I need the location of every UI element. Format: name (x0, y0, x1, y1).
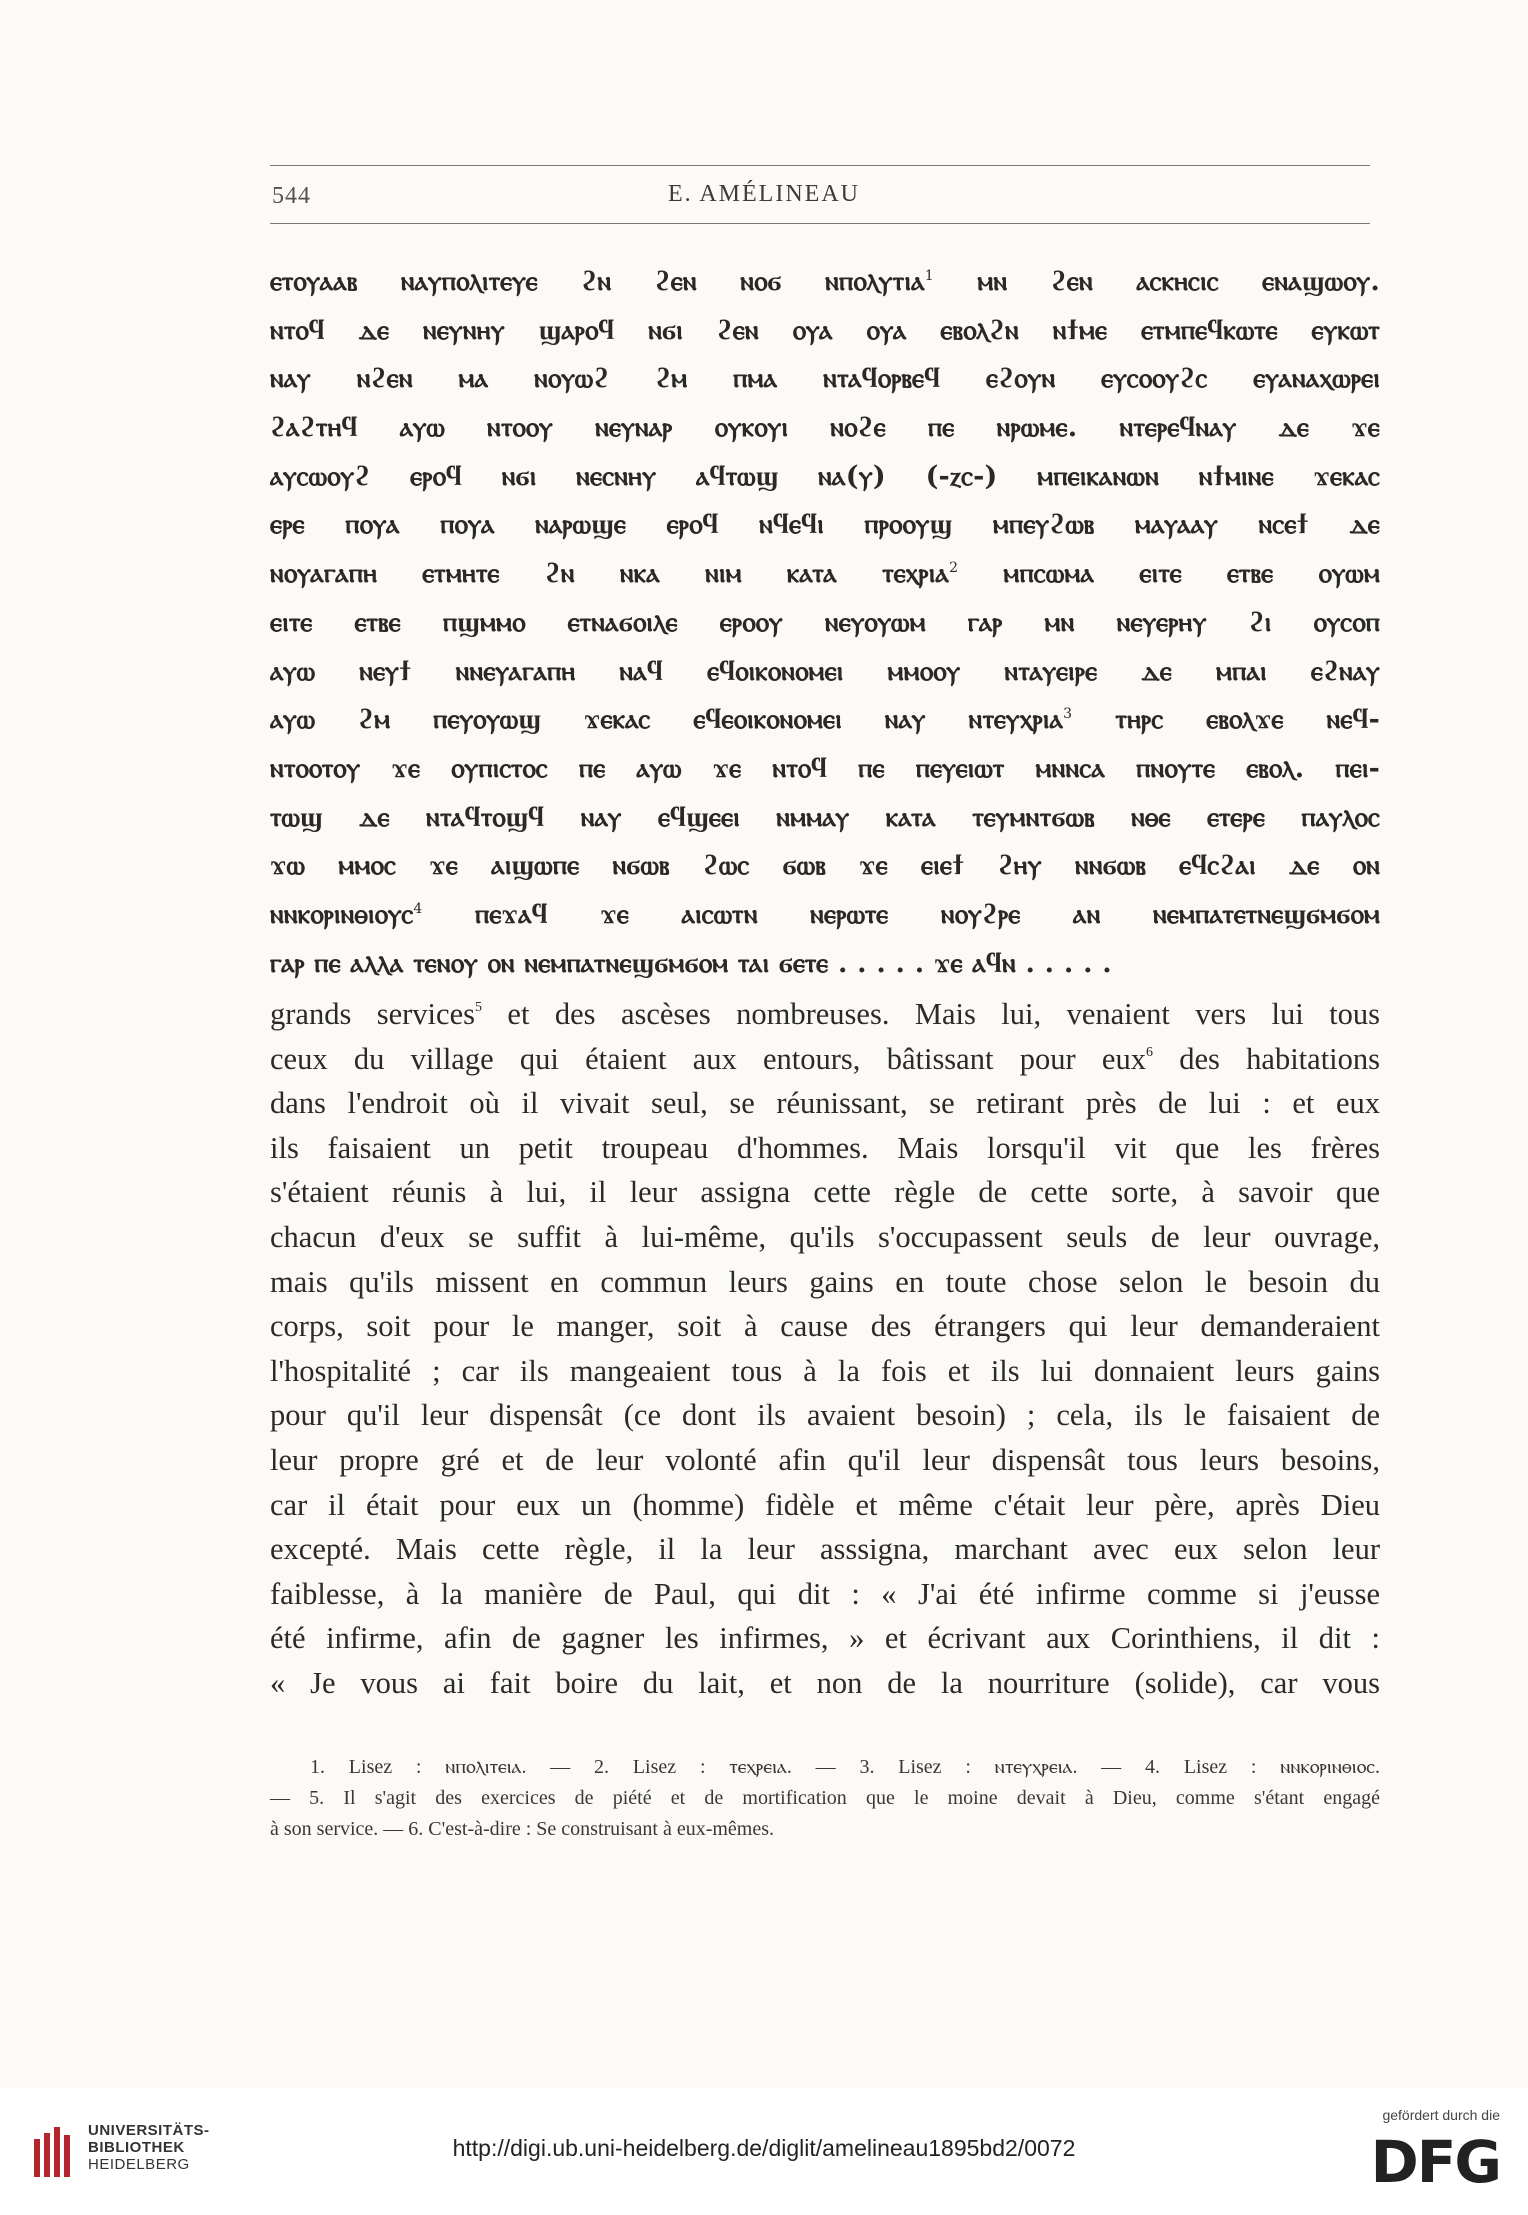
coptic-line: ⲅⲁⲣ ⲡⲉ ⲁⲗⲗⲁ ⲧⲉⲛⲟⲩ ⲟⲛ ⲛⲉⲙⲡⲁⲧⲛⲉϣϭⲙϭⲟⲙ ⲧⲁⲓ ϭⲉⲧⲉ . . . . . ϫⲉ ⲁϥⲛ . . . . . (270, 947, 1112, 979)
coptic-line: ⲁⲩⲱ ⲛⲉⲩϯ ⲛⲛⲉⲩⲁⲅⲁⲡⲏ ⲛⲁϥ ⲉϥⲟⲓⲕⲟⲛⲟⲙⲉⲓ ⲙⲙⲟⲟⲩ ⲛⲧⲁⲩⲉⲓⲣⲉ ⲇⲉ ⲙⲡⲁⲓ ⲉϩⲛⲁⲩ (270, 655, 1380, 687)
library-name-line: HEIDELBERG (88, 2156, 190, 2173)
funding-caption: gefördert durch die (1382, 2107, 1500, 2123)
library-name-line: UNIVERSITÄTS- (88, 2122, 210, 2139)
footnote-line: 1. Lisez : ⲛⲡⲟⲗⲓⲧⲉⲓⲁ. — 2. Lisez : ⲧⲉⲭⲣⲉⲓⲁ. — 3. Lisez : ⲛⲧⲉⲩⲭⲣⲉⲓⲁ. — 4. Lisez : ⲛⲛⲕⲟⲣⲓⲛⲑⲓⲟⲥ. (310, 1756, 1380, 1778)
translation-line: corps, soit pour le manger, soit à cause des étrangers qui leur demanderaient (270, 1309, 1380, 1344)
coptic-line: ϩⲁϩⲧⲏϥ ⲁⲩⲱ ⲛⲧⲟⲟⲩ ⲛⲉⲩⲛⲁⲣ ⲟⲩⲕⲟⲩⲓ ⲛⲟϩⲉ ⲡⲉ ⲛⲣⲱⲙⲉ. ⲛⲧⲉⲣⲉϥⲛⲁⲩ ⲇⲉ ϫⲉ (270, 412, 1380, 444)
french-translation-block (270, 992, 1380, 1706)
page-number: 544 (272, 183, 311, 209)
footnote-ref: 4 (413, 900, 423, 917)
permalink-url[interactable]: http://digi.ub.uni-heidelberg.de/diglit/amelineau1895bd2/0072 (452, 2135, 1076, 2161)
coptic-line: ⲛⲛⲕⲟⲣⲓⲛⲑⲓⲟⲩⲥ$^4$ ⲡⲉϫⲁϥ ϫⲉ ⲁⲓⲥⲱⲧⲛ ⲛⲉⲣⲱⲧⲉ ⲛⲟⲩϩⲣⲉ ⲁⲛ ⲛⲉⲙⲡⲁⲧⲉⲧⲛⲉϣϭⲙϭⲟⲙ (270, 898, 1380, 930)
translation-line: pour qu'il leur dispensât (ce dont ils avaient besoin) ; cela, ils le faisaient de (270, 1398, 1380, 1433)
coptic-line: ⲉⲣⲉ ⲡⲟⲩⲁ ⲡⲟⲩⲁ ⲛⲁⲣⲱϣⲉ ⲉⲣⲟϥ ⲛϥⲉϥⲓ ⲡⲣⲟⲟⲩϣ ⲙⲡⲉⲩϩⲱⲃ ⲙⲁⲩⲁⲁⲩ ⲛⲥⲉϯ ⲇⲉ (270, 509, 1380, 541)
footnote-ref: 1 (924, 268, 934, 284)
coptic-line: ⲛⲟⲩⲁⲅⲁⲡⲏ ⲉⲧⲙⲏⲧⲉ ϩⲛ ⲛⲕⲁ ⲛⲓⲙ ⲕⲁⲧⲁ ⲧⲉⲭⲣⲓⲁ$^2$ ⲙⲡⲥⲱⲙⲁ ⲉⲓⲧⲉ ⲉⲧⲃⲉ ⲟⲩⲱⲙ (270, 558, 1380, 590)
footnote-ref: 3 (1063, 706, 1073, 723)
translation-line: s'étaient réunis à lui, il leur assigna cette règle de cette sorte, à savoir que (270, 1175, 1380, 1210)
translation-line: « Je vous ai fait boire du lait, et non de la nourriture (solide), car vous (270, 1665, 1380, 1700)
coptic-line: ⲛⲁⲩ ⲛϩⲉⲛ ⲙⲁ ⲛⲟⲩⲱϩ ϩⲙ ⲡⲙⲁ ⲛⲧⲁϥⲟⲣⲃⲉϥ ⲉϩⲟⲩⲛ ⲉⲩⲥⲟⲟⲩϩⲥ ⲉⲩⲁⲛⲁⲭⲱⲣⲉⲓ (270, 363, 1380, 395)
translation-line: ceux du village qui étaient aux entours, bâtissant pour eux$^6$ des habitations (270, 1041, 1381, 1076)
translation-line: leur propre gré et de leur volonté afin qu'il leur dispensât tous leurs besoins, (270, 1442, 1380, 1477)
header-rule-bottom (270, 223, 1370, 224)
coptic-line: ⲧⲱϣ ⲇⲉ ⲛⲧⲁϥⲧⲟϣϥ ⲛⲁⲩ ⲉϥϣⲉⲉⲓ ⲛⲙⲙⲁⲩ ⲕⲁⲧⲁ ⲧⲉⲩⲙⲛⲧϭⲱⲃ ⲛⲑⲉ ⲉⲧⲉⲣⲉ ⲡⲁⲩⲗⲟⲥ (270, 801, 1380, 833)
coptic-line: ⲁⲩⲥⲱⲟⲩϩ ⲉⲣⲟϥ ⲛϭⲓ ⲛⲉⲥⲛⲏⲩ ⲁϥⲧⲱϣ ⲛⲁ(ⲩ) (-ⲍⲥ-) ⲙⲡⲉⲓⲕⲁⲛⲱⲛ ⲛϯⲙⲓⲛⲉ ϫⲉⲕⲁⲥ (270, 460, 1380, 492)
footnote-line: à son service. — 6. C'est-à-dire : Se construisant à eux-mêmes. (270, 1818, 775, 1840)
translation-line: mais qu'ils missent en commun leurs gains en toute chose selon le besoin du (270, 1264, 1380, 1299)
translation-line: ils faisaient un petit troupeau d'hommes. Mais lorsqu'il vit que les frères (270, 1130, 1380, 1165)
translation-line: faiblesse, à la manière de Paul, qui dit : « J'ai été infirme comme si j'eusse (270, 1576, 1380, 1611)
coptic-line: ⲁⲩⲱ ϩⲙ ⲡⲉⲩⲟⲩⲱϣ ϫⲉⲕⲁⲥ ⲉϥⲉⲟⲓⲕⲟⲛⲟⲙⲉⲓ ⲛⲁⲩ ⲛⲧⲉⲩⲭⲣⲓⲁ$^3$ ⲧⲏⲣⲥ ⲉⲃⲟⲗϫⲉ ⲛⲉϥ- (270, 704, 1380, 736)
translation-line: car il était pour eux un (homme) fidèle et même c'était leur père, après Dieu (270, 1487, 1380, 1522)
footnote-ref: 2 (949, 560, 959, 577)
footnote-ref: 5 (474, 1000, 482, 1015)
footnote-ref: 6 (1145, 1044, 1153, 1060)
coptic-line: ⲛⲧⲟϥ ⲇⲉ ⲛⲉⲩⲛⲏⲩ ϣⲁⲣⲟϥ ⲛϭⲓ ϩⲉⲛ ⲟⲩⲁ ⲟⲩⲁ ⲉⲃⲟⲗϩⲛ ⲛϯⲙⲉ ⲉⲧⲙⲡⲉϥⲕⲱⲧⲉ ⲉⲩⲕⲱⲧ (270, 314, 1380, 346)
translation-line: dans l'endroit où il vivait seul, se réunissant, se retirant près de lui : et eux (270, 1086, 1380, 1121)
translation-line: excepté. Mais cette règle, il la leur asssigna, marchant avec eux selon leur (270, 1532, 1380, 1567)
coptic-line: ⲉⲓⲧⲉ ⲉⲧⲃⲉ ⲡϣⲙⲙⲟ ⲉⲧⲛⲁϭⲟⲓⲗⲉ ⲉⲣⲟⲟⲩ ⲛⲉⲩⲟⲩⲱⲙ ⲅⲁⲣ ⲙⲛ ⲛⲉⲩⲉⲣⲏⲩ ϩⲓ ⲟⲩⲥⲟⲡ (270, 606, 1380, 638)
translation-line: été infirme, afin de gagner les infirmes, » et écrivant aux Corinthiens, il dit : (270, 1621, 1380, 1656)
header-rule-top (270, 165, 1370, 166)
running-head: E. AMÉLINEAU (668, 181, 860, 207)
footnotes-block (270, 1752, 1380, 1845)
coptic-line: ⲛⲧⲟⲟⲧⲟⲩ ϫⲉ ⲟⲩⲡⲓⲥⲧⲟⲥ ⲡⲉ ⲁⲩⲱ ϫⲉ ⲛⲧⲟϥ ⲡⲉ ⲡⲉⲩⲉⲓⲱⲧ ⲙⲛⲛⲥⲁ ⲡⲛⲟⲩⲧⲉ ⲉⲃⲟⲗ. ⲡⲉⲓ- (270, 752, 1380, 784)
translation-line: l'hospitalité ; car ils mangeaient tous à la fois et ils lui donnaient leurs gains (270, 1353, 1380, 1388)
library-name-line: BIBLIOTHEK (88, 2139, 185, 2156)
footnote-line: — 5. Il s'agit des exercices de piété et de mortification que le moine devait à Dieu, comme s'étant engagé (270, 1787, 1380, 1809)
translation-line: grands services$^5$ et des ascèses nombreuses. Mais lui, venaient vers lui tous (270, 997, 1381, 1031)
coptic-line: ϫⲱ ⲙⲙⲟⲥ ϫⲉ ⲁⲓϣⲱⲡⲉ ⲛϭⲱⲃ ϩⲱⲥ ϭⲱⲃ ϫⲉ ⲉⲓⲉϯ ϩⲏⲩ ⲛⲛϭⲱⲃ ⲉϥⲥϩⲁⲓ ⲇⲉ ⲟⲛ (270, 850, 1380, 882)
dfg-logo: DFG (1370, 2128, 1500, 2196)
coptic-line: ⲉⲧⲟⲩⲁⲁⲃ ⲛⲁⲩⲡⲟⲗⲓⲧⲉⲩⲉ ϩⲛ ϩⲉⲛ ⲛⲟϭ ⲛⲡⲟⲗⲩⲧⲓⲁ$^1$ ⲙⲛ ϩⲉⲛ ⲁⲥⲕⲏⲥⲓⲥ ⲉⲛⲁϣⲱⲟⲩ. (270, 266, 1380, 297)
coptic-text-block (270, 258, 1380, 988)
translation-line: chacun d'eux se suffit à lui-même, qu'ils s'occupassent seuls de leur ouvrage, (270, 1219, 1380, 1254)
